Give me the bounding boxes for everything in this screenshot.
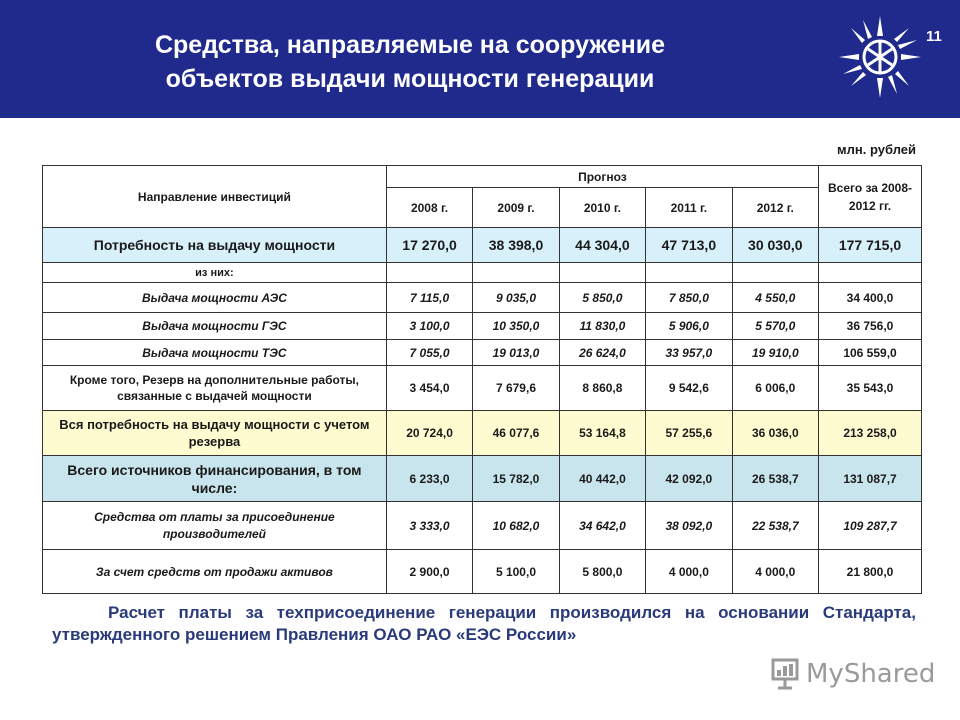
table-row [43, 502, 922, 550]
table-row [43, 550, 922, 594]
cell-value: 5 570,0 [732, 313, 818, 340]
cell-value: 10 350,0 [473, 313, 559, 340]
cell-value: 26 538,7 [732, 456, 818, 502]
energy-logo-icon [835, 12, 925, 102]
investment-table [42, 165, 922, 594]
cell-value: 9 542,6 [646, 366, 732, 411]
table-row [43, 263, 922, 283]
header-direction: Направление инвестиций [43, 166, 387, 228]
cell-value: 19 013,0 [473, 340, 559, 366]
row-label: Кроме того, Резерв на дополнительные работы, связанные с выдачей мощности [43, 366, 387, 411]
cell-value: 15 782,0 [473, 456, 559, 502]
header-year: 2011 г. [646, 188, 732, 228]
cell-value: 177 715,0 [819, 228, 922, 263]
cell-value: 213 258,0 [819, 411, 922, 456]
cell-value: 2 900,0 [386, 550, 472, 594]
cell-value: 4 550,0 [732, 283, 818, 313]
cell-value: 9 035,0 [473, 283, 559, 313]
cell-value: 46 077,6 [473, 411, 559, 456]
cell-value: 7 679,6 [473, 366, 559, 411]
cell-value: 33 957,0 [646, 340, 732, 366]
cell-value: 19 910,0 [732, 340, 818, 366]
cell-value: 36 756,0 [819, 313, 922, 340]
cell-value: 47 713,0 [646, 228, 732, 263]
title-line-2: объектов выдачи мощности генерации [165, 65, 655, 93]
cell-value: 7 115,0 [386, 283, 472, 313]
cell-value: 109 287,7 [819, 502, 922, 550]
title-line-1: Средства, направляемые на сооружение [154, 31, 666, 59]
cell-value: 5 800,0 [559, 550, 645, 594]
cell-value: 40 442,0 [559, 456, 645, 502]
watermark-text: MyShared [806, 659, 936, 689]
cell-value: 5 906,0 [646, 313, 732, 340]
table-row [43, 283, 922, 313]
cell-value: 30 030,0 [732, 228, 818, 263]
table-row [43, 411, 922, 456]
cell-value: 6 006,0 [732, 366, 818, 411]
cell-value: 3 100,0 [386, 313, 472, 340]
cell-value: 11 830,0 [559, 313, 645, 340]
row-label: Выдача мощности АЭС [43, 283, 387, 313]
header-forecast: Прогноз [386, 166, 818, 188]
table-row [43, 228, 922, 263]
cell-value: 34 642,0 [559, 502, 645, 550]
cell-value: 6 233,0 [386, 456, 472, 502]
table-row [43, 366, 922, 411]
cell-value: 44 304,0 [559, 228, 645, 263]
cell-value: 3 333,0 [386, 502, 472, 550]
header-total: Всего за 2008-2012 гг. [819, 166, 922, 228]
cell-value: 8 860,8 [559, 366, 645, 411]
table-row [43, 313, 922, 340]
cell-value: 3 454,0 [386, 366, 472, 411]
cell-value: 20 724,0 [386, 411, 472, 456]
cell-value: 5 100,0 [473, 550, 559, 594]
cell-value: 17 270,0 [386, 228, 472, 263]
cell-value: 106 559,0 [819, 340, 922, 366]
cell-value: 36 036,0 [732, 411, 818, 456]
cell-value: 4 000,0 [646, 550, 732, 594]
footnote-text: Расчет платы за техприсоединение генерации производился на основании Стандарта, утвержденного решением Правления ОАО РАО «ЕЭС России» [52, 603, 916, 644]
cell-value: 34 400,0 [819, 283, 922, 313]
cell-value: 42 092,0 [646, 456, 732, 502]
row-label: Выдача мощности ГЭС [43, 313, 387, 340]
cell-value: 57 255,6 [646, 411, 732, 456]
header-year: 2010 г. [559, 188, 645, 228]
header-year: 2009 г. [473, 188, 559, 228]
cell-value: 22 538,7 [732, 502, 818, 550]
row-label: из них: [43, 263, 387, 283]
table-row [43, 456, 922, 502]
cell-value: 26 624,0 [559, 340, 645, 366]
row-label: Средства от платы за присоединение производителей [43, 502, 387, 550]
row-label: Всего источников финансирования, в том числе: [43, 456, 387, 502]
row-label: Выдача мощности ТЭС [43, 340, 387, 366]
cell-value: 21 800,0 [819, 550, 922, 594]
header-year: 2008 г. [386, 188, 472, 228]
page-title [60, 28, 760, 96]
cell-value: 5 850,0 [559, 283, 645, 313]
cell-value: 53 164,8 [559, 411, 645, 456]
presentation-icon [768, 657, 802, 691]
watermark [768, 657, 935, 691]
footnote [52, 602, 916, 646]
row-label: Потребность на выдачу мощности [43, 228, 387, 263]
row-label: Вся потребность на выдачу мощности с учетом резерва [43, 411, 387, 456]
cell-value: 4 000,0 [732, 550, 818, 594]
table-header-row [43, 166, 922, 188]
cell-value: 7 850,0 [646, 283, 732, 313]
page-number: 11 [926, 28, 942, 45]
cell-value: 38 092,0 [646, 502, 732, 550]
row-label: За счет средств от продажи активов [43, 550, 387, 594]
table-row [43, 340, 922, 366]
cell-value: 7 055,0 [386, 340, 472, 366]
header-year: 2012 г. [732, 188, 818, 228]
header-bar [0, 0, 960, 118]
cell-value: 35 543,0 [819, 366, 922, 411]
cell-value: 131 087,7 [819, 456, 922, 502]
cell-value: 38 398,0 [473, 228, 559, 263]
unit-label: млн. рублей [837, 142, 916, 157]
cell-value: 10 682,0 [473, 502, 559, 550]
